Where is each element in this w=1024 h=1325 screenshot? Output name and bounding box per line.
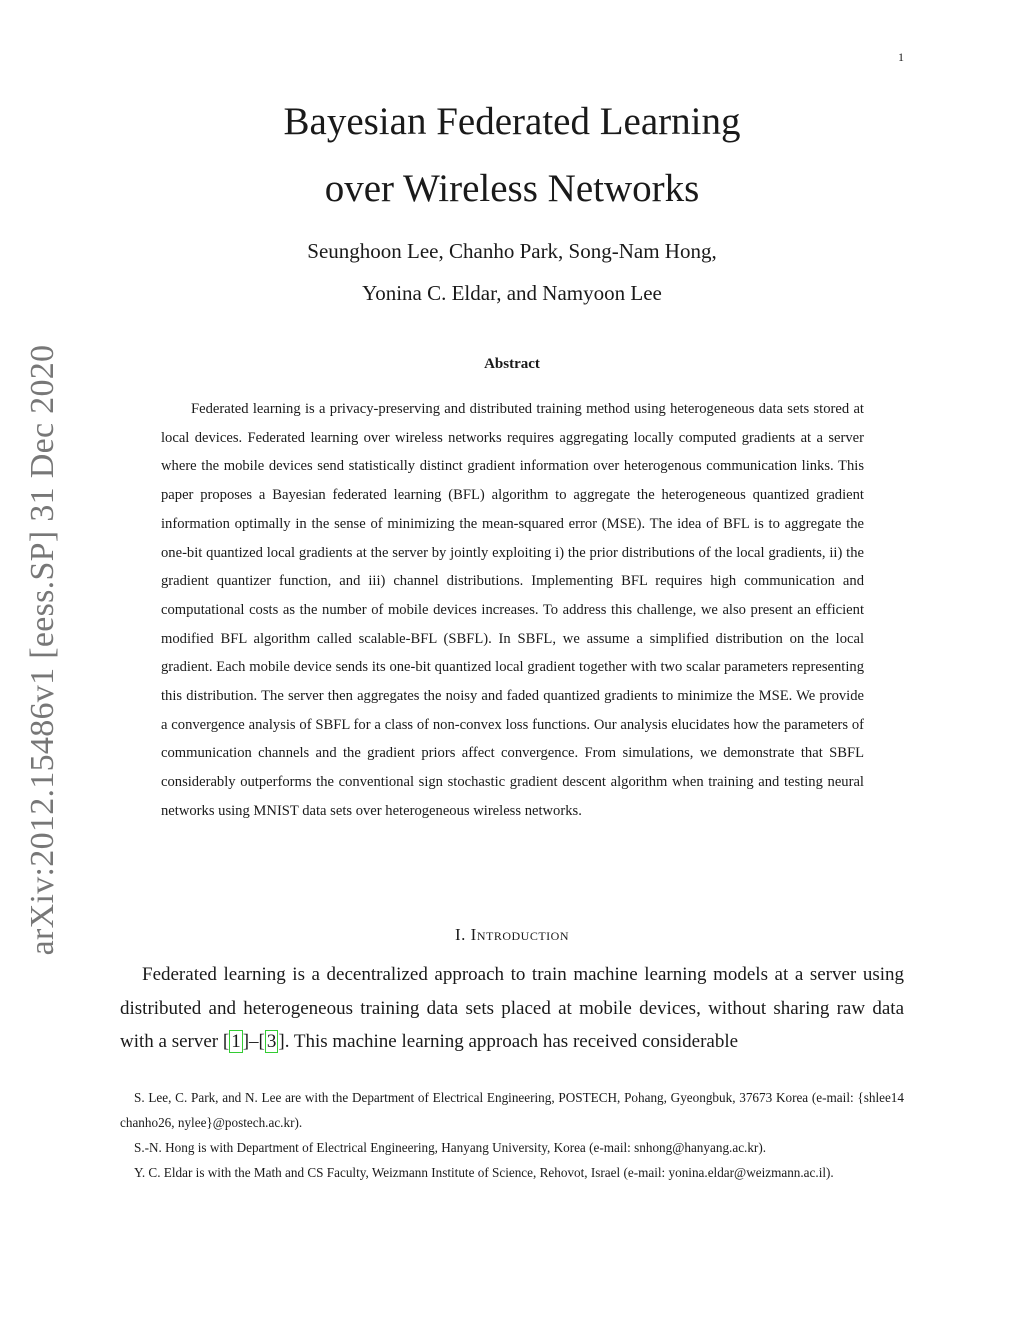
page-number: 1: [898, 50, 904, 64]
section-heading-introduction: [0, 925, 1024, 945]
section-heading-text: I. Introduction: [455, 925, 569, 944]
introduction-paragraph: [120, 958, 904, 1059]
abstract-text: Federated learning is a privacy-preserving and distributed training method using heterogeneous data sets stored at local devices. Federated learning over wireless networks requires aggregating locally computed gradients at a server where the mobile devices send statistically distinct gradient information over heterogenous communication links. This paper proposes a Bayesian federated learning (BFL) algorithm to aggregate the heterogeneous quantized gradient information optimally in the sense of minimizing the mean-squared error (MSE). The idea of BFL is to aggregate the one-bit quantized local gradients at the server by jointly exploiting i) the prior distributions of the local gradients, ii) the gradient quantizer function, and iii) channel distributions. Implementing BFL requires high communication and computational costs as the number of mobile devices increases. To address this challenge, we also present an efficient modified BFL algorithm called scalable-BFL (SBFL). In SBFL, we assume a simplified distribution on the local gradient. Each mobile device sends its one-bit quantized local gradient together with two scalar parameters representing this distribution. The server then aggregates the noisy and faded quantized gradients to minimize the MSE. We provide a convergence analysis of SBFL for a class of non-convex loss functions. Our analysis elucidates how the parameters of communication channels and the gradient priors affect convergence. From simulations, we demonstrate that SBFL considerably outperforms the conventional sign stochastic gradient descent algorithm when training and testing neural networks using MNIST data sets over heterogeneous wireless networks.: [161, 401, 864, 819]
paper-title-line-1: Bayesian Federated Learning: [283, 100, 741, 143]
footnote-hanyang: S.-N. Hong is with Department of Electrical Engineering, Hanyang University, Korea (e-mail: snhong@hanyang.ac.kr).: [134, 1140, 767, 1155]
introduction-text-end: ]. This machine learning approach has received considerable: [278, 1031, 739, 1052]
author-line-2: Yonina C. Eldar, and Namyoon Lee: [362, 281, 662, 305]
footnote-weizmann: Y. C. Eldar is with the Math and CS Faculty, Weizmann Institute of Science, Rehovot, Israel (e-mail: yonina.eldar@weizmann.ac.il).: [134, 1165, 834, 1180]
introduction-text-start: Federated learning is a decentralized approach to train machine learning models at a server using distributed and heterogeneous training data sets placed at mobile devices, without sharing raw data with a server [: [120, 964, 904, 1052]
citation-separator: ]–[: [242, 1031, 265, 1052]
footnote-postech: S. Lee, C. Park, and N. Lee are with the Department of Electrical Engineering, POSTECH, Pohang, Gyeongbuk, 37673 Korea (e-mail: {shlee14 chanho26, nylee}@postech.ac.kr).: [120, 1090, 904, 1130]
paper-title-line-2: over Wireless Networks: [324, 167, 700, 210]
citation-link-3[interactable]: 3: [266, 1031, 277, 1052]
paper-title: [0, 88, 1024, 222]
abstract-heading: Abstract: [484, 356, 540, 372]
author-line-1: Seunghoon Lee, Chanho Park, Song-Nam Hong,: [307, 239, 717, 263]
arxiv-identifier[interactable]: arXiv:2012.15486v1 [eess.SP] 31 Dec 2020: [24, 344, 61, 956]
author-list: [0, 230, 1024, 314]
citation-link-1[interactable]: 1: [231, 1031, 241, 1052]
author-affiliation-footnotes: [120, 1085, 904, 1185]
